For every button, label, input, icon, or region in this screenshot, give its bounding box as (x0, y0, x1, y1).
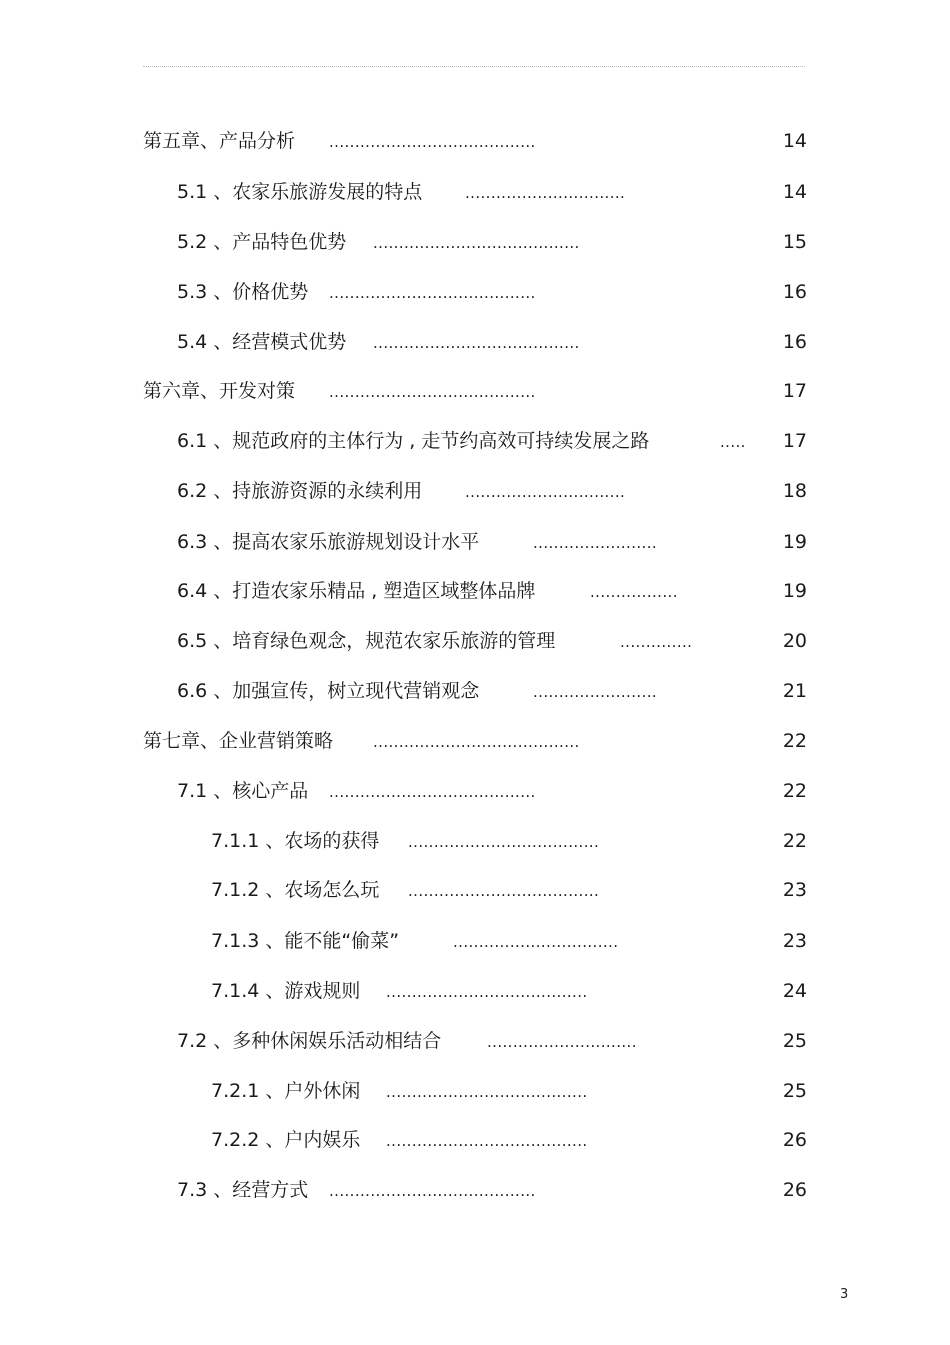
toc-row[interactable] (0, 426, 950, 456)
toc-page-number: 20 (782, 630, 807, 652)
toc-leader: ............................... (465, 483, 626, 501)
toc-title: 5.4 、经营模式优势 (177, 331, 347, 353)
toc-leader: ....................................... (386, 1083, 588, 1101)
toc-leader: ........................................ (373, 733, 580, 751)
toc-leader: ..................................... (408, 833, 600, 851)
toc-title: 7.2 、多种休闲娱乐活动相结合 (177, 1030, 442, 1052)
toc-leader: ........................................ (329, 383, 536, 401)
toc-row[interactable] (0, 676, 950, 706)
toc-row[interactable] (0, 726, 950, 756)
toc-title: 7.1 、核心产品 (177, 780, 309, 802)
toc-row[interactable] (0, 1125, 950, 1155)
toc-title: 7.1.2 、农场怎么玩 (211, 879, 380, 901)
toc-row[interactable] (0, 576, 950, 606)
toc-title: 7.1.4 、游戏规则 (211, 980, 361, 1002)
toc-title: 7.2.1 、户外休闲 (211, 1080, 361, 1102)
toc-page-number: 16 (782, 331, 807, 353)
toc-leader: ..... (720, 433, 746, 451)
toc-row[interactable] (0, 527, 950, 557)
toc-page-number: 17 (782, 430, 807, 452)
toc-title: 6.5 、培育绿色观念，规范农家乐旅游的管理 (177, 630, 556, 652)
page-number: 3 (840, 1287, 849, 1302)
toc-leader: ........................ (533, 534, 658, 552)
toc-title: 6.6 、加强宣传，树立现代营销观念 (177, 680, 480, 702)
toc-leader: ................................ (453, 933, 619, 951)
toc-page-number: 25 (782, 1030, 807, 1052)
toc-page-number: 22 (782, 830, 807, 852)
toc-title: 第七章、企业营销策略 (143, 730, 334, 752)
toc-row[interactable] (0, 1076, 950, 1106)
toc-title: 7.1.3 、能不能“偷菜” (211, 930, 400, 952)
toc-leader: ....................................... (386, 1132, 588, 1150)
toc-title: 7.3 、经营方式 (177, 1179, 309, 1201)
toc-row[interactable] (0, 976, 950, 1006)
toc-title: 第六章、开发对策 (143, 380, 296, 402)
toc-title: 第五章、产品分析 (143, 130, 296, 152)
toc-leader: ........................................ (373, 234, 580, 252)
toc-page-number: 22 (782, 780, 807, 802)
toc-row[interactable] (0, 875, 950, 905)
toc-row[interactable] (0, 1175, 950, 1205)
toc-title: 7.2.2 、户内娱乐 (211, 1129, 361, 1151)
toc-page-number: 22 (782, 730, 807, 752)
toc-title: 6.2 、持旅游资源的永续利用 (177, 480, 423, 502)
toc-leader: .............. (620, 633, 693, 651)
toc-page-number: 26 (782, 1129, 807, 1151)
toc-row[interactable] (0, 277, 950, 307)
toc-row[interactable] (0, 476, 950, 506)
toc-page-number: 21 (782, 680, 807, 702)
toc-page-number: 24 (782, 980, 807, 1002)
toc-leader: ........................................ (329, 284, 536, 302)
toc-page-number: 15 (782, 231, 807, 253)
toc-leader: ........................................ (329, 783, 536, 801)
toc-leader: ........................................ (373, 334, 580, 352)
toc-page-number: 23 (782, 930, 807, 952)
toc-title: 7.1.1 、农场的获得 (211, 830, 380, 852)
toc-row[interactable] (0, 926, 950, 956)
toc-leader: ........................................ (329, 133, 536, 151)
toc-title: 6.4 、打造农家乐精品 , 塑造区域整体品牌 (177, 580, 536, 602)
toc-page-number: 14 (782, 181, 807, 203)
toc-leader: ..................................... (408, 882, 600, 900)
toc-title: 5.2 、产品特色优势 (177, 231, 347, 253)
toc-page-number: 17 (782, 380, 807, 402)
toc-leader: ........................................ (329, 1182, 536, 1200)
toc-row[interactable] (0, 227, 950, 257)
toc-title: 6.1 、规范政府的主体行为 , 走节约高效可持续发展之路 (177, 430, 650, 452)
toc-leader: ........................ (533, 683, 658, 701)
toc-leader: ................. (590, 583, 678, 601)
toc-leader: ............................... (465, 184, 626, 202)
toc-row[interactable] (0, 126, 950, 156)
toc-row[interactable] (0, 776, 950, 806)
toc-title: 6.3 、提高农家乐旅游规划设计水平 (177, 531, 480, 553)
toc-page-number: 26 (782, 1179, 807, 1201)
toc-page-number: 19 (782, 531, 807, 553)
toc-row[interactable] (0, 826, 950, 856)
toc-row[interactable] (0, 177, 950, 207)
toc-title: 5.3 、价格优势 (177, 281, 309, 303)
toc-page-number: 25 (782, 1080, 807, 1102)
toc-page-number: 23 (782, 879, 807, 901)
toc-page-number: 18 (782, 480, 807, 502)
toc-row[interactable] (0, 376, 950, 406)
toc-page-number: 14 (782, 130, 807, 152)
toc-page-number: 16 (782, 281, 807, 303)
toc-row[interactable] (0, 327, 950, 357)
toc-title: 5.1 、农家乐旅游发展的特点 (177, 181, 423, 203)
toc-row[interactable] (0, 1026, 950, 1056)
toc-row[interactable] (0, 626, 950, 656)
toc-leader: ....................................... (386, 983, 588, 1001)
toc-leader: ............................. (487, 1033, 637, 1051)
toc-page-number: 19 (782, 580, 807, 602)
